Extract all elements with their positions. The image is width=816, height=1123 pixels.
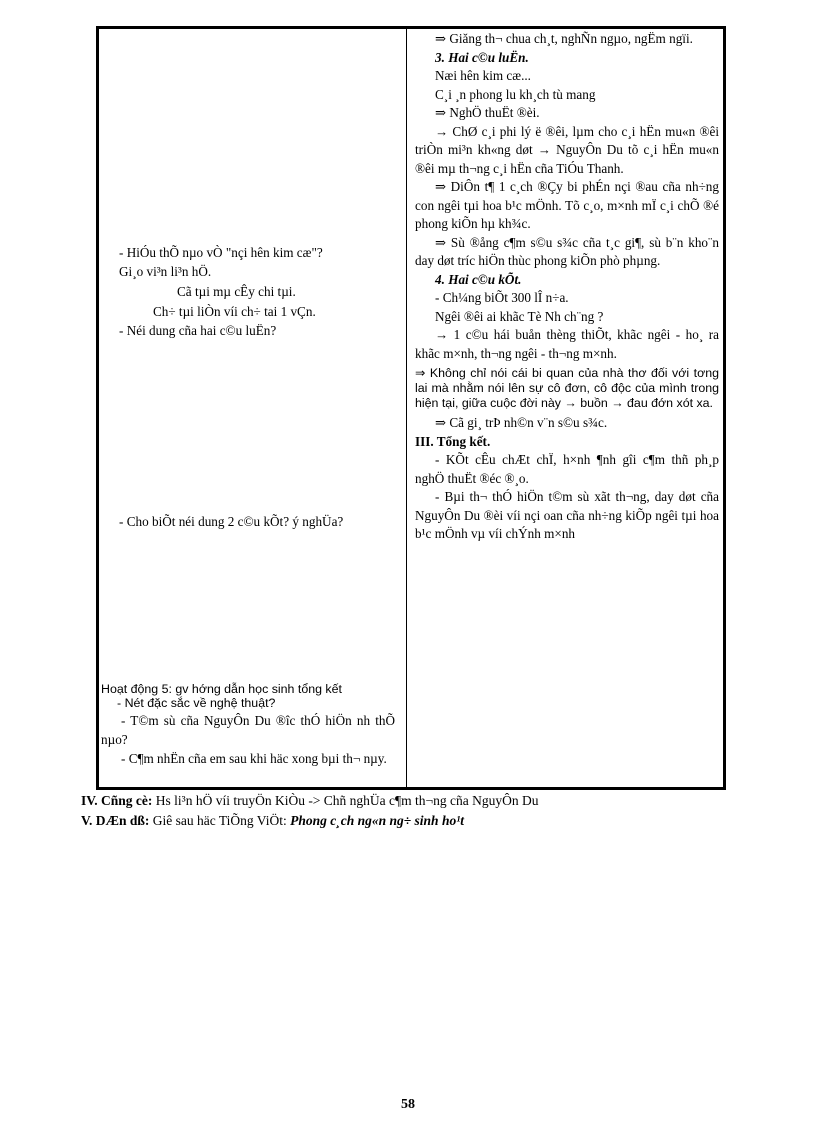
summary-content: - Bµi th¬ thÓ hiÖn t©m sù xãt th¬ng, day døt cña NguyÔn Du ®èi víi nçi oan cña nh÷ng kiÕp ngêi tµi hoa b¹c mÖnh vµ víi chÝnh m×nh xyxy=(415,489,719,541)
summary-art: - KÕt cÊu chÆt chÏ, h×nh ¶nh gîi c¶m thñ ph¸p nghÖ thuËt ®éc ®¸o. xyxy=(415,452,719,486)
page-number: 58 xyxy=(401,1097,415,1112)
question-1-note: Gi¸o vi³n li³n hÖ. xyxy=(119,264,212,279)
homework-line xyxy=(81,813,464,829)
quote-line-1: Cã tµi mµ cÊy chi tµi. xyxy=(177,284,296,299)
homework-topic: Phong c¸ch ng«n ng÷ sinh ho¹t xyxy=(290,813,464,828)
ket-value: ⇒ Cã gi¸ trÞ nh©n v¨n s©u s¾c. xyxy=(435,415,608,430)
heading-summary: III. Tổng kết. xyxy=(415,433,491,449)
activity-5-q3: - C¶m nhËn cña em sau khi häc xong bµi th¬ nµy. xyxy=(121,751,387,766)
homework-label: V. DÆn dß: xyxy=(81,813,150,828)
ket-analysis: → 1 c©u hái buån thèng thiÕt, khãc ngêi - ho¸ ra khãc m×nh, th¬ng ngêi - th¬ng m×nh. xyxy=(415,327,719,361)
ket-line-2: Ngêi ®êi ai khãc Tè Nh ch¨ng ? xyxy=(435,308,604,324)
ket-line-1: - Ch¼ng biÕt 300 lÎ n÷a. xyxy=(435,290,569,305)
reinforcement-text: Hs li³n hÖ víi truyÖn KiÒu -> Chñ nghÜa c¶m th¬ng cña NguyÔn Du xyxy=(152,793,539,808)
luan-line-2: C¸i ¸n phong lu kh¸ch tù mang xyxy=(435,86,596,102)
activity-5-q2: - T©m sù cña NguyÔn Du ®îc thÓ hiÖn nh thÕ nµo? xyxy=(101,713,395,747)
homework-text: Giê sau häc TiÕng ViÖt: xyxy=(149,813,291,828)
luan-line-3: ⇒ NghÖ thuËt ®èi. xyxy=(435,105,540,120)
luan-empathy: ⇒ Sù ®ång c¶m s©u s¾c cña t¸c gi¶, sù b¨n kho¨n day døt tríc hiÖn thùc phong kiÕn phò phµng. xyxy=(415,234,719,268)
luan-line-1: Næi hên kim cæ... xyxy=(435,68,531,83)
reinforcement-line xyxy=(81,793,539,809)
reinforcement-label: IV. Cñng cè: xyxy=(81,793,153,808)
question-3: - Cho biÕt néi dung 2 c©u kÕt? ý nghÜa? xyxy=(119,514,344,529)
activity-5-q1: - Nét đặc sắc về nghệ thuật? xyxy=(117,696,276,710)
ket-commentary: ⇒ Không chỉ nói cái bi quan của nhà thơ đối với tơng lai mà nhằm nói lên sự cô đơn, cô độc của mình trong hiện tại, giữa cuộc đời này → buồn → đau đớn xót xa. xyxy=(415,366,719,410)
teacher-column xyxy=(97,27,406,789)
activity-5-heading: Hoạt động 5: gv hớng dẫn học sinh tổng kết xyxy=(101,682,342,696)
quote-line-2: Ch÷ tµi liÒn víi ch÷ tai 1 vÇn. xyxy=(153,304,316,319)
lesson-table xyxy=(96,26,726,790)
luan-conclusion: ⇒ DiÔn t¶ 1 c¸ch ®Çy bi phÉn nçi ®au cña nh÷ng con ngêi tµi hoa b¹c mÖnh. Tõ c¸o, m×nh mÏ c¸i chÕ ®é phong kiÕn hµ kh¾c. xyxy=(415,179,719,231)
luan-analysis: → ChØ c¸i phi lý ë ®êi, lµm cho c¸i hËn mu«n ®êi triÒn mi³n kh«ng døt → NguyÔn Du tõ c¸i hËn mu«n ®êi mµ th¬ng c¸i hËn cña TiÓu Thanh. xyxy=(415,123,719,176)
heading-ket: 4. Hai c©u kÕt. xyxy=(435,271,522,287)
content-column xyxy=(407,27,725,789)
question-2: - Néi dung cña hai c©u luËn? xyxy=(119,323,277,338)
paragraph-intro: ⇒ Giăng th¬ chua ch¸t, nghÑn ngµo, ngËm ngïi. xyxy=(435,31,693,46)
heading-luan: 3. Hai c©u luËn. xyxy=(435,49,529,65)
question-1: - HiÓu thÕ nµo vÒ "nçi hên kim cæ"? xyxy=(119,245,323,260)
